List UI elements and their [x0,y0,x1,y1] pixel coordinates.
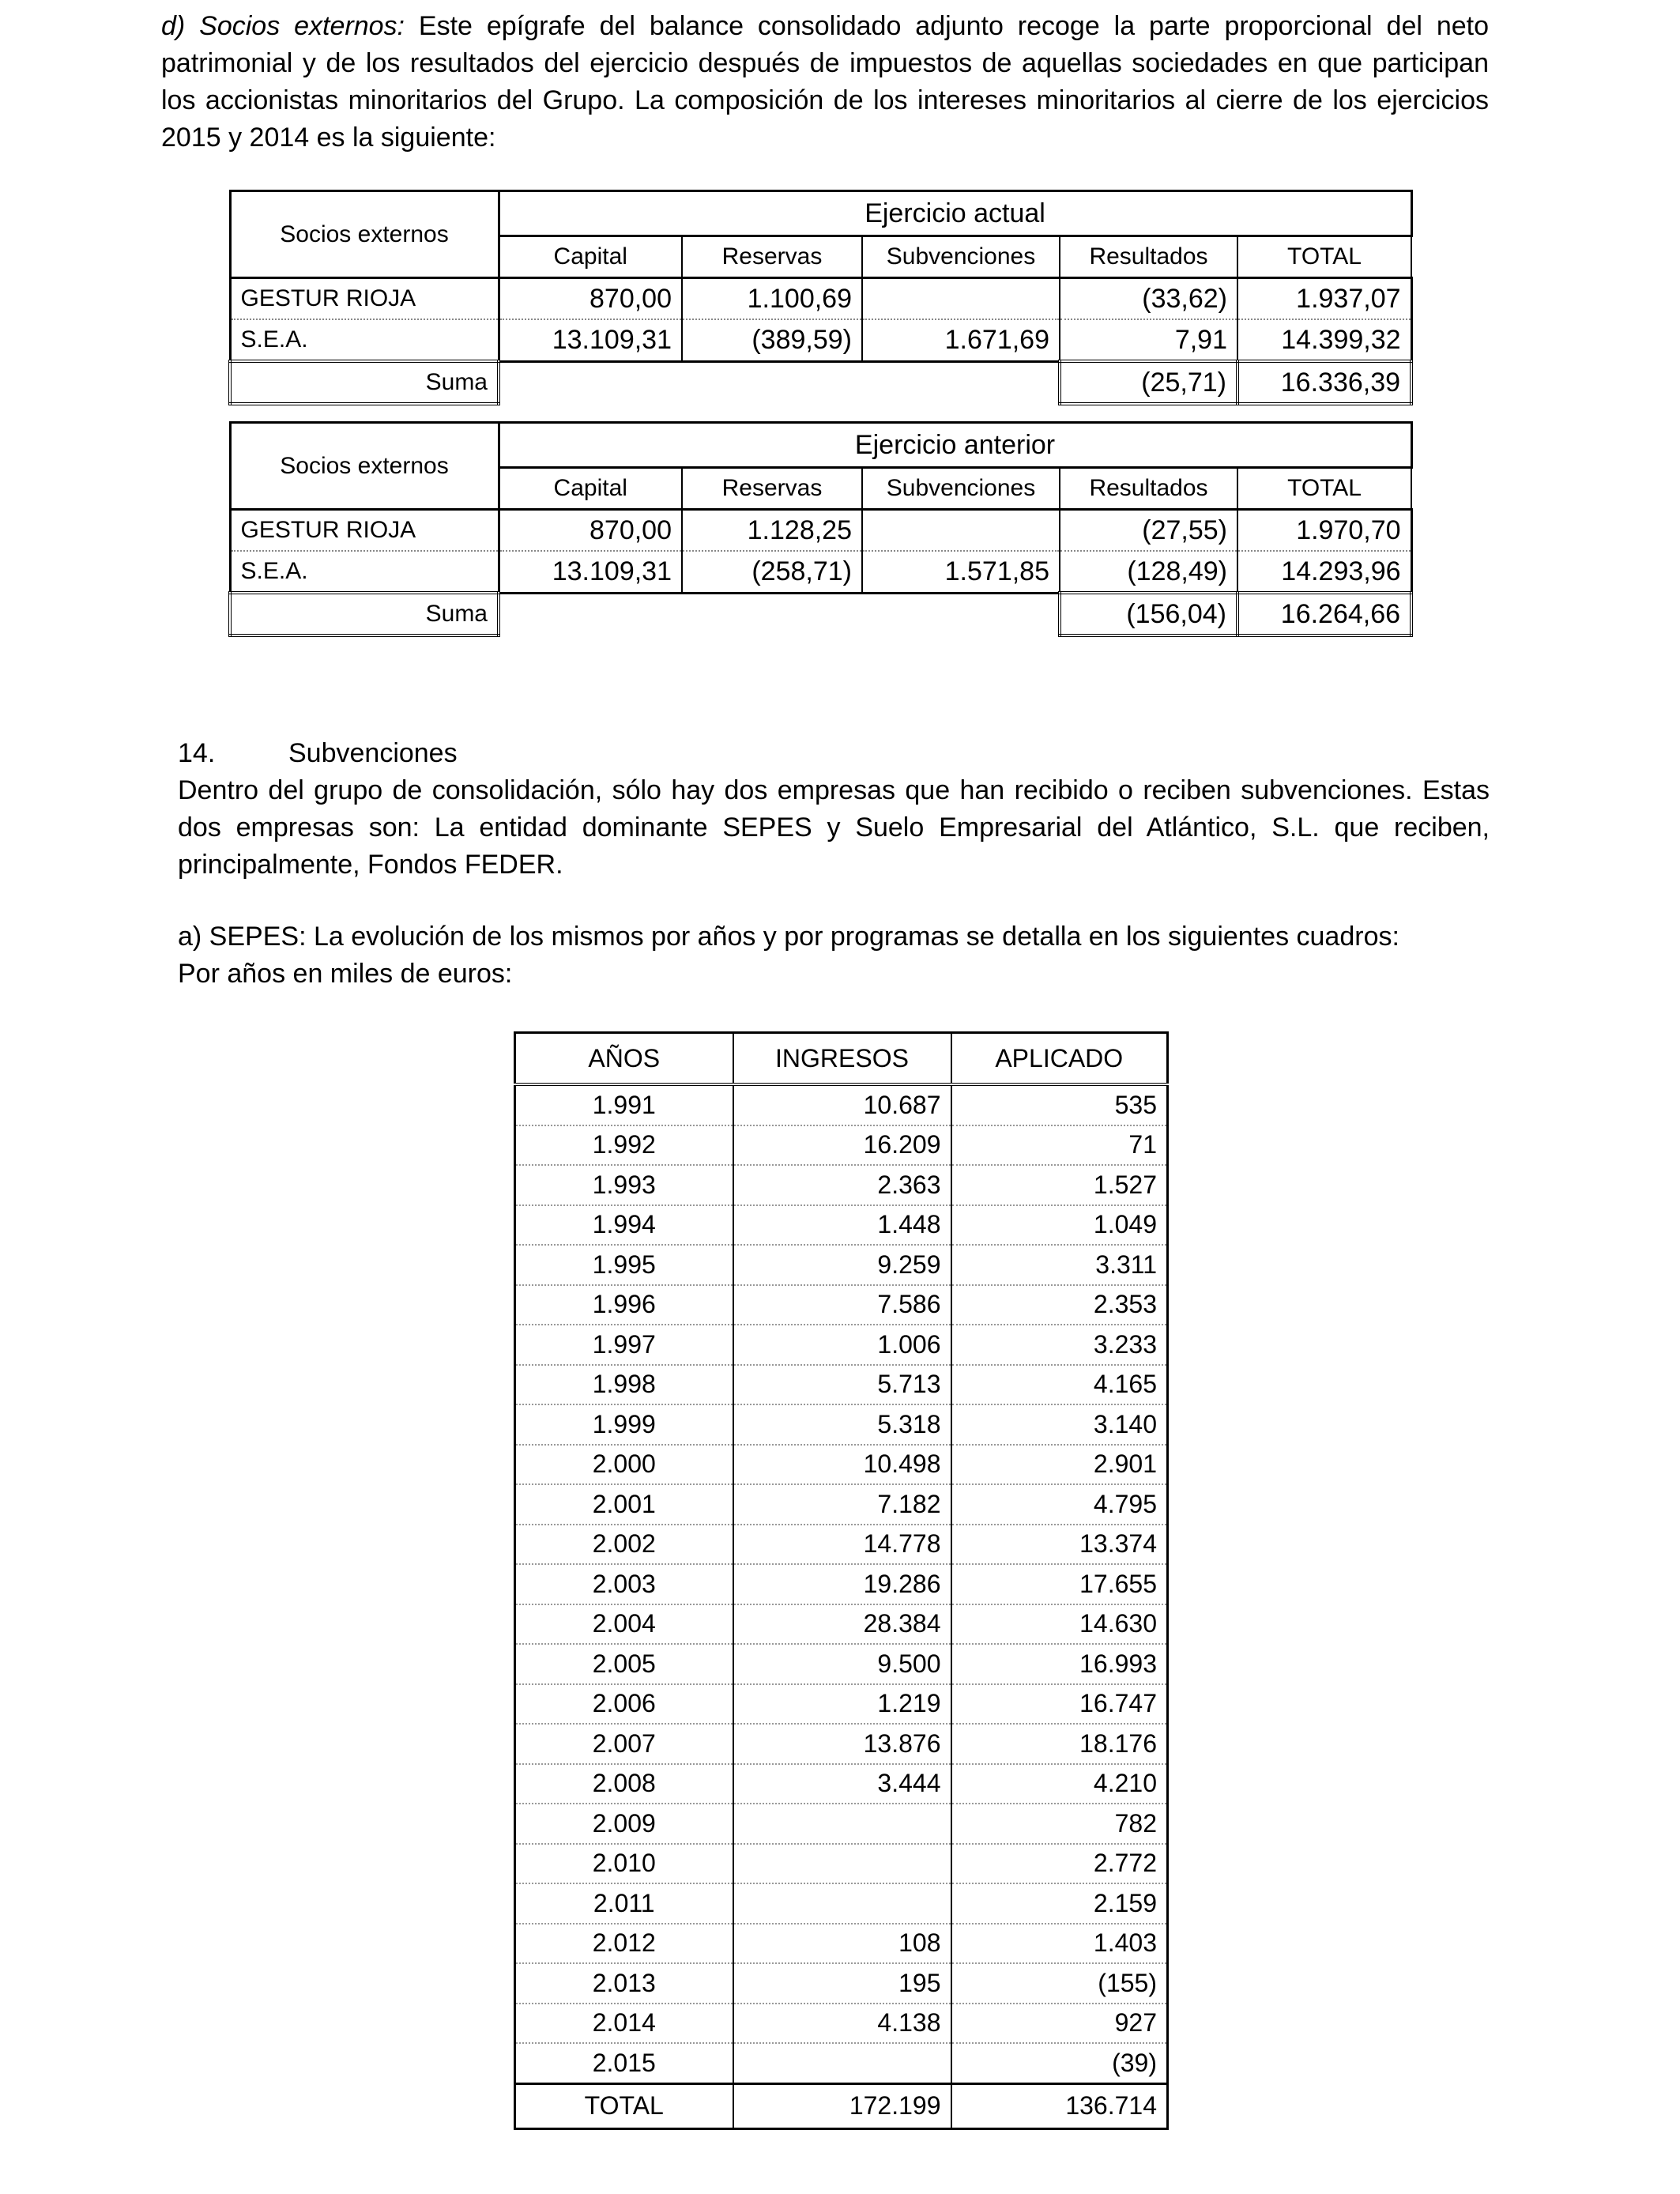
table-row [515,1365,1168,1405]
ingresos-cell: 10.498 [733,1445,951,1485]
blank-cell [499,361,1060,404]
aplicado-cell: (155) [951,1963,1168,2004]
year-cell: 2.004 [515,1604,733,1645]
sepes-line: a) SEPES: La evolución de los mismos por años y por programas se detalla en los siguientes cuadros: [178,922,1399,952]
aplicado-cell: 1.049 [951,1205,1168,1246]
table-row [515,1804,1168,1844]
sepes-paragraph [178,918,1490,993]
period-header: Ejercicio actual [499,191,1411,236]
year-cell: 1.996 [515,1285,733,1325]
section-d-heading: d) Socios externos: [161,11,405,41]
aplicado-cell: 1.527 [951,1165,1168,1205]
column-header: APLICADO [951,1033,1168,1085]
year-cell: 2.006 [515,1684,733,1725]
column-header: Subvenciones [862,236,1060,278]
value-cell: (258,71) [682,551,862,593]
aplicado-cell: 13.374 [951,1525,1168,1565]
aplicado-cell: 4.795 [951,1484,1168,1525]
year-cell: 2.003 [515,1564,733,1604]
section-number: 14. [178,738,216,768]
sum-row [230,593,1411,635]
ingresos-cell: 14.778 [733,1525,951,1565]
sum-total: 16.336,39 [1237,361,1411,404]
table-row [515,1644,1168,1684]
value-cell: 1.128,25 [682,510,862,552]
year-cell: 2.002 [515,1525,733,1565]
value-cell: 1.937,07 [1237,278,1411,320]
year-cell: 2.009 [515,1804,733,1844]
table-row [515,2004,1168,2044]
ingresos-cell: 7.182 [733,1484,951,1525]
ingresos-cell: 5.713 [733,1365,951,1405]
total-aplicado: 136.714 [951,2083,1168,2128]
section-title: Subvenciones [288,738,458,768]
aplicado-cell: 4.210 [951,1764,1168,1804]
table-row [515,1325,1168,1365]
year-cell: 1.993 [515,1165,733,1205]
aplicado-cell: 927 [951,2004,1168,2044]
year-cell: 2.010 [515,1844,733,1884]
year-cell: 1.994 [515,1205,733,1246]
table-row [515,1445,1168,1485]
value-cell: (27,55) [1060,510,1237,552]
ingresos-cell: 1.219 [733,1684,951,1725]
column-header: INGRESOS [733,1033,951,1085]
company-name: S.E.A. [230,319,499,361]
aplicado-cell: 71 [951,1125,1168,1166]
table-row [515,1125,1168,1166]
value-cell [862,278,1060,320]
column-header: Resultados [1060,468,1237,510]
column-header: Reservas [682,236,862,278]
ingresos-cell: 4.138 [733,2004,951,2044]
table-row [515,1844,1168,1884]
table-row [515,1245,1168,1285]
aplicado-cell: 16.993 [951,1644,1168,1684]
value-cell: 14.293,96 [1237,551,1411,593]
value-cell: (33,62) [1060,278,1237,320]
value-cell: 13.109,31 [499,319,682,361]
column-header: Capital [499,236,682,278]
aplicado-cell: 3.140 [951,1404,1168,1445]
year-cell: 1.998 [515,1365,733,1405]
ingresos-cell [733,1883,951,1924]
sum-label: Suma [230,593,499,635]
ingresos-cell: 5.318 [733,1404,951,1445]
column-header: AÑOS [515,1033,733,1085]
aplicado-cell: 17.655 [951,1564,1168,1604]
value-cell: (128,49) [1060,551,1237,593]
ingresos-cell: 9.259 [733,1245,951,1285]
table-row [230,510,1411,552]
year-cell: 1.992 [515,1125,733,1166]
aplicado-cell: 2.159 [951,1883,1168,1924]
value-cell: 13.109,31 [499,551,682,593]
ingresos-cell [733,1844,951,1884]
value-cell: 1.100,69 [682,278,862,320]
ingresos-cell [733,2043,951,2083]
ingresos-cell: 9.500 [733,1644,951,1684]
table-row [515,1883,1168,1924]
socios-externos-table-anterior [228,421,1413,637]
year-cell: 2.013 [515,1963,733,2004]
year-cell: 2.014 [515,2004,733,2044]
year-cell: 1.995 [515,1245,733,1285]
table-row [515,2043,1168,2083]
column-header: Reservas [682,468,862,510]
ingresos-cell: 1.006 [733,1325,951,1365]
blank-cell [499,593,1060,635]
aplicado-cell: 2.901 [951,1445,1168,1485]
value-cell: 7,91 [1060,319,1237,361]
table-row [515,1564,1168,1604]
aplicado-cell: 3.233 [951,1325,1168,1365]
company-name: GESTUR RIOJA [230,278,499,320]
ingresos-cell: 195 [733,1963,951,2004]
table-row [515,1963,1168,2004]
aplicado-cell: (39) [951,2043,1168,2083]
section-14-heading [178,735,458,772]
socios-externos-table-actual [228,190,1413,405]
aplicado-cell: 535 [951,1084,1168,1125]
table-row [515,1764,1168,1804]
total-row [515,2083,1168,2128]
year-cell: 2.012 [515,1924,733,1964]
period-header: Ejercicio anterior [499,423,1411,468]
ingresos-cell: 19.286 [733,1564,951,1604]
company-name: GESTUR RIOJA [230,510,499,552]
year-cell: 2.008 [515,1764,733,1804]
table-row [230,551,1411,593]
total-label: TOTAL [515,2083,733,2128]
sum-resultados: (25,71) [1060,361,1237,404]
year-cell: 2.000 [515,1445,733,1485]
ingresos-cell: 7.586 [733,1285,951,1325]
table-row [515,1165,1168,1205]
subvenciones-by-year-table [514,1031,1169,2130]
table-row [515,1285,1168,1325]
table-row [515,1205,1168,1246]
table-row [515,1604,1168,1645]
year-cell: 2.015 [515,2043,733,2083]
section-d-text: Este epígrafe del balance consolidado adjunto recoge la parte proporcional del neto patrimonial y de los resultados del ejercicio después de impuestos de aquellas sociedades en que participan los accionistas minoritarios del Grupo. La composición de los intereses minoritarios al cierre de los ejercicios 2015 y 2014 es la siguiente: [161,11,1490,153]
sum-row [230,361,1411,404]
aplicado-cell: 3.311 [951,1245,1168,1285]
year-cell: 1.997 [515,1325,733,1365]
column-header: Subvenciones [862,468,1060,510]
subvenciones-paragraph: Dentro del grupo de consolidación, sólo hay dos empresas que han recibido o reciben subvenciones. Estas dos empresas son: La entidad dominante SEPES y Suelo Empresarial del Atlántico, S.L. que reciben, principalmente, Fondos FEDER. [178,775,1490,880]
year-cell: 1.991 [515,1084,733,1125]
aplicado-cell: 2.772 [951,1844,1168,1884]
sum-label: Suma [230,361,499,404]
year-cell: 2.005 [515,1644,733,1684]
sum-total: 16.264,66 [1237,593,1411,635]
column-header: Resultados [1060,236,1237,278]
aplicado-cell: 14.630 [951,1604,1168,1645]
ingresos-cell: 10.687 [733,1084,951,1125]
ingresos-cell: 13.876 [733,1724,951,1764]
socios-externos-paragraph [161,8,1489,156]
value-cell: (389,59) [682,319,862,361]
year-cell: 2.001 [515,1484,733,1525]
ingresos-cell: 2.363 [733,1165,951,1205]
value-cell: 1.571,85 [862,551,1060,593]
table-row [515,1684,1168,1725]
value-cell: 870,00 [499,278,682,320]
aplicado-cell: 18.176 [951,1724,1168,1764]
ingresos-cell: 3.444 [733,1764,951,1804]
row-label-header: Socios externos [230,191,499,278]
table-row [230,278,1411,320]
table-row [515,1724,1168,1764]
ingresos-cell: 108 [733,1924,951,1964]
column-header: TOTAL [1237,236,1411,278]
ingresos-cell: 16.209 [733,1125,951,1166]
aplicado-cell: 1.403 [951,1924,1168,1964]
ingresos-cell: 28.384 [733,1604,951,1645]
sum-resultados: (156,04) [1060,593,1237,635]
total-ingresos: 172.199 [733,2083,951,2128]
table-row [515,1084,1168,1125]
year-cell: 2.007 [515,1724,733,1764]
table-row [515,1484,1168,1525]
ingresos-cell: 1.448 [733,1205,951,1246]
table-row [515,1525,1168,1565]
aplicado-cell: 4.165 [951,1365,1168,1405]
aplicado-cell: 16.747 [951,1684,1168,1725]
value-cell: 870,00 [499,510,682,552]
aplicado-cell: 2.353 [951,1285,1168,1325]
row-label-header: Socios externos [230,423,499,510]
aplicado-cell: 782 [951,1804,1168,1844]
value-cell [862,510,1060,552]
table-row [230,319,1411,361]
years-table-body [515,1084,1168,2128]
table-row [515,1404,1168,1445]
table-row [515,1924,1168,1964]
ingresos-cell [733,1804,951,1844]
column-header: TOTAL [1237,468,1411,510]
company-name: S.E.A. [230,551,499,593]
value-cell: 1.970,70 [1237,510,1411,552]
units-line: Por años en miles de euros: [178,959,513,989]
year-cell: 1.999 [515,1404,733,1445]
value-cell: 1.671,69 [862,319,1060,361]
value-cell: 14.399,32 [1237,319,1411,361]
column-header: Capital [499,468,682,510]
year-cell: 2.011 [515,1883,733,1924]
